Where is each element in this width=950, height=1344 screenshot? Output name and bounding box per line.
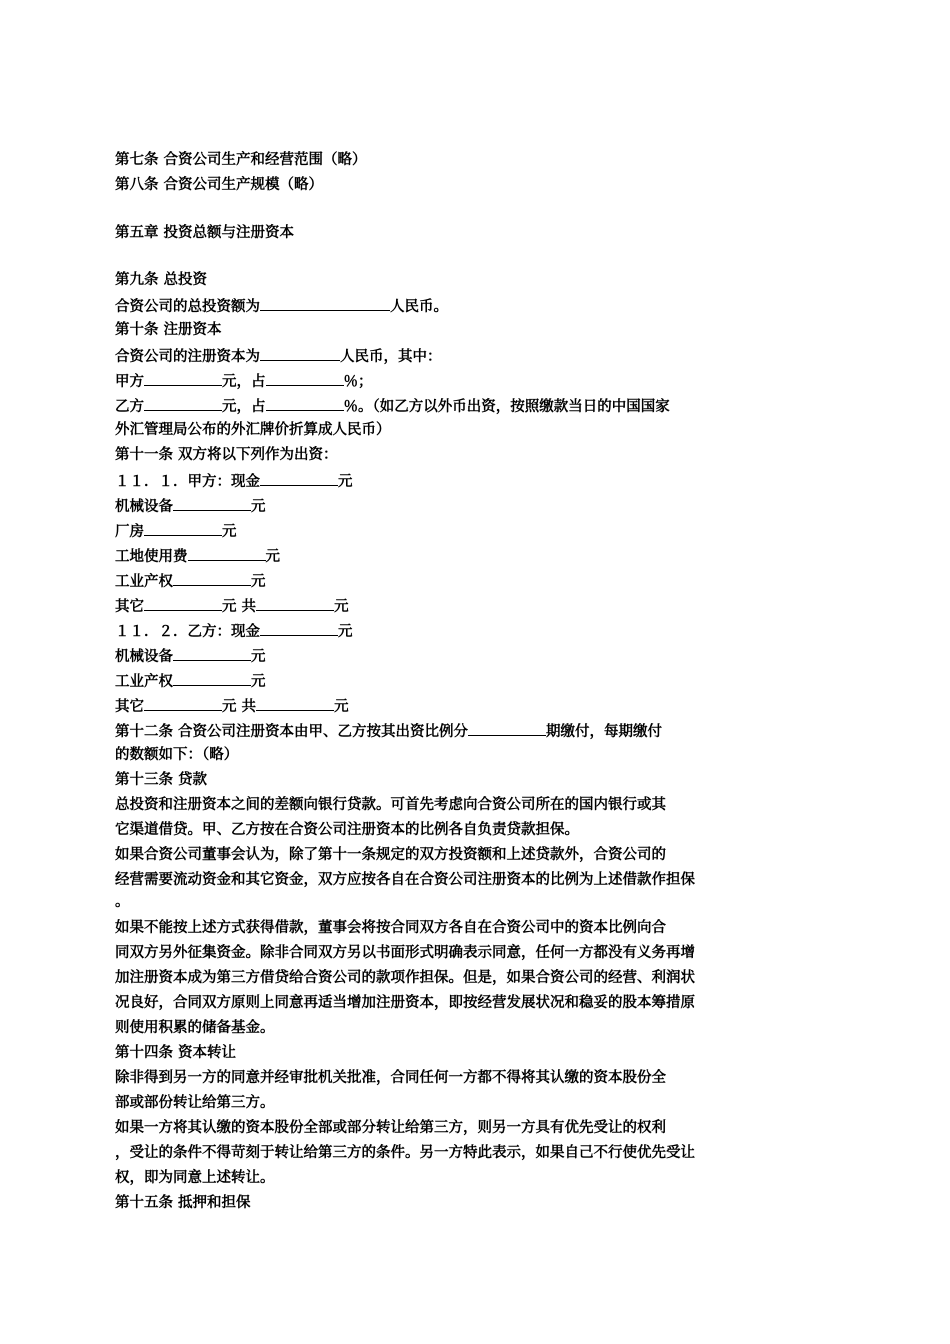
- fill-blank: [256, 595, 334, 611]
- party-a-cash-line: １１．１．甲方：现金 元: [115, 470, 353, 492]
- party-b-cash-line: １１．２．乙方：现金 元: [115, 620, 353, 642]
- fill-blank: [468, 720, 546, 736]
- article-12-line: 第十二条 合资公司注册资本由甲、乙方按其出资比例分 期缴付，每期缴付: [115, 720, 662, 742]
- article-11-heading: 第十一条 双方将以下列作为出资：: [115, 447, 338, 463]
- fill-blank: [260, 345, 340, 361]
- article-8-heading: 第八条 合资公司生产规模（略）: [115, 177, 324, 193]
- paragraph-line: 则使用积累的储备基金。: [115, 1020, 275, 1036]
- industrial-property-line: 工业产权 元: [115, 670, 266, 692]
- paragraph-line: ，受让的条件不得苛刻于转让给第三方的条件。另一方特此表示，如果自己不行使优先受让: [115, 1145, 695, 1161]
- paragraph-line: 它渠道借贷。甲、乙方按在合资公司注册资本的比例各自负责贷款担保。: [115, 822, 579, 838]
- fill-blank: [173, 645, 251, 661]
- paragraph-line: 除非得到另一方的同意并经审批机关批准，合同任何一方都不得将其认缴的资本股份全: [115, 1070, 666, 1086]
- fill-blank: [256, 695, 334, 711]
- fill-blank: [144, 695, 222, 711]
- paragraph-line: 如果一方将其认缴的资本股份全部或部分转让给第三方，则另一方具有优先受让的权利: [115, 1120, 666, 1136]
- machinery-line: 机械设备 元: [115, 495, 266, 517]
- paragraph-line: 况良好，合同双方原则上同意再适当增加注册资本，即按经营发展状况和稳妥的股本筹措原: [115, 995, 695, 1011]
- chapter-5-heading: 第五章 投资总额与注册资本: [115, 225, 295, 241]
- article-10-heading: 第十条 注册资本: [115, 322, 222, 338]
- paragraph-line: 如果合资公司董事会认为，除了第十一条规定的双方投资额和上述贷款外，合资公司的: [115, 847, 666, 863]
- other-total-line: 其它 元 共 元: [115, 695, 349, 717]
- paragraph-line: 权，即为同意上述转让。: [115, 1170, 275, 1186]
- paragraph-line: 外汇管理局公布的外汇牌价折算成人民币）: [115, 422, 391, 438]
- article-15-heading: 第十五条 抵押和担保: [115, 1195, 251, 1211]
- paragraph-line: 部或部份转让给第三方。: [115, 1095, 275, 1111]
- land-use-fee-line: 工地使用费 元: [115, 545, 280, 567]
- machinery-line: 机械设备 元: [115, 645, 266, 667]
- fill-blank: [144, 520, 222, 536]
- paragraph-line: 的数额如下：（略）: [115, 747, 239, 763]
- paragraph-line: 总投资和注册资本之间的差额向银行贷款。可首先考虑向合资公司所在的国内银行或其: [115, 797, 666, 813]
- industrial-property-line: 工业产权 元: [115, 570, 266, 592]
- fill-blank: [144, 595, 222, 611]
- fill-blank: [173, 670, 251, 686]
- total-investment-line: 合资公司的总投资额为 人民币。: [115, 295, 448, 317]
- fill-blank: [144, 370, 222, 386]
- fill-blank: [260, 620, 338, 636]
- party-b-share-line: 乙方 元，占 ％。（如乙方以外币出资，按照缴款当日的中国国家: [115, 395, 670, 417]
- fill-blank: [173, 495, 251, 511]
- fill-blank: [260, 295, 390, 311]
- fill-blank: [144, 395, 222, 411]
- party-a-share-line: 甲方 元，占 ％；: [115, 370, 373, 392]
- article-13-heading: 第十三条 贷款: [115, 772, 208, 788]
- fill-blank: [266, 370, 344, 386]
- fill-blank: [173, 570, 251, 586]
- paragraph-line: 经营需要流动资金和其它资金，双方应按各自在合资公司注册资本的比例为上述借款作担保: [115, 872, 695, 888]
- factory-line: 厂房 元: [115, 520, 237, 542]
- fill-blank: [266, 395, 344, 411]
- paragraph-line: 。: [115, 894, 130, 910]
- article-14-heading: 第十四条 资本转让: [115, 1045, 237, 1061]
- other-total-line: 其它 元 共 元: [115, 595, 349, 617]
- paragraph-line: 加注册资本成为第三方借贷给合资公司的款项作担保。但是，如果合资公司的经营、利润状: [115, 970, 695, 986]
- paragraph-line: 如果不能按上述方式获得借款，董事会将按合同双方各自在合资公司中的资本比例向合: [115, 920, 666, 936]
- fill-blank: [188, 545, 266, 561]
- fill-blank: [260, 470, 338, 486]
- article-7-heading: 第七条 合资公司生产和经营范围（略）: [115, 152, 367, 168]
- article-9-heading: 第九条 总投资: [115, 272, 208, 288]
- paragraph-line: 同双方另外征集资金。除非合同双方另以书面形式明确表示同意，任何一方都没有义务再增: [115, 945, 695, 961]
- registered-capital-line: 合资公司的注册资本为 人民币，其中：: [115, 345, 442, 367]
